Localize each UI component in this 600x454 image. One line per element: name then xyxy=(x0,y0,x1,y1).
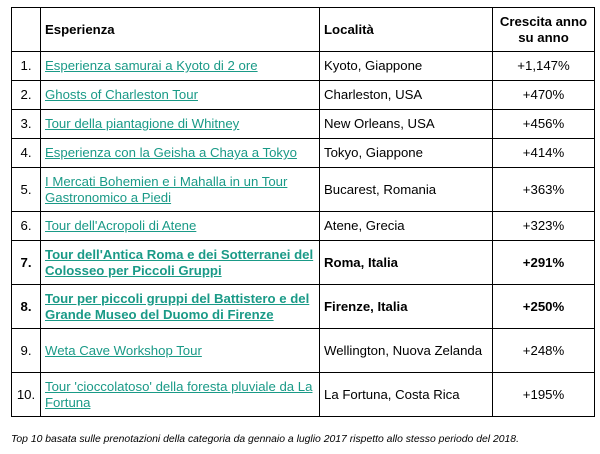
experience-link[interactable]: Ghosts of Charleston Tour xyxy=(45,87,198,102)
rank: 7. xyxy=(12,241,41,285)
location: Charleston, USA xyxy=(320,81,493,110)
experience-link[interactable]: Tour della piantagione di Whitney xyxy=(45,116,240,131)
location: New Orleans, USA xyxy=(320,110,493,139)
table-row xyxy=(12,139,595,168)
experience-link[interactable]: Tour per piccoli gruppi del Battistero e del Grande Museo del Duomo di Firenze xyxy=(45,290,310,322)
table-row xyxy=(12,285,595,329)
table-caption: Top 10 basata sulle prenotazioni della categoria da gennaio a luglio 2017 rispetto allo stesso periodo del 2018. xyxy=(11,434,519,445)
table-row xyxy=(12,373,595,417)
experience-link[interactable]: Tour dell'Antica Roma e dei Sotterranei del Colosseo per Piccoli Gruppi xyxy=(45,246,314,278)
rank: 6. xyxy=(12,212,41,241)
table-row xyxy=(12,168,595,212)
experiences-table xyxy=(11,7,595,417)
rank: 8. xyxy=(12,285,41,329)
header-row xyxy=(12,8,595,52)
growth-value: +291% xyxy=(493,241,595,285)
experience-link[interactable]: Esperienza con la Geisha a Chaya a Tokyo xyxy=(45,145,297,160)
location: Firenze, Italia xyxy=(320,285,493,329)
growth-value: +250% xyxy=(493,285,595,329)
location: Tokyo, Giappone xyxy=(320,139,493,168)
header-location: Località xyxy=(320,8,493,52)
location: Roma, Italia xyxy=(320,241,493,285)
rank: 5. xyxy=(12,168,41,212)
location: Wellington, Nuova Zelanda xyxy=(320,329,493,373)
table-row xyxy=(12,329,595,373)
table-row xyxy=(12,52,595,81)
location: Kyoto, Giappone xyxy=(320,52,493,81)
header-growth: Crescita anno su anno xyxy=(493,8,595,52)
rank: 3. xyxy=(12,110,41,139)
growth-value: +195% xyxy=(493,373,595,417)
growth-value: +363% xyxy=(493,168,595,212)
growth-value: +1,147% xyxy=(493,52,595,81)
experience-link[interactable]: Esperienza samurai a Kyoto di 2 ore xyxy=(45,58,258,73)
location: La Fortuna, Costa Rica xyxy=(320,373,493,417)
growth-value: +470% xyxy=(493,81,595,110)
growth-value: +414% xyxy=(493,139,595,168)
experience-link[interactable]: Tour dell'Acropoli di Atene xyxy=(45,218,197,233)
table-row xyxy=(12,241,595,285)
rank: 10. xyxy=(12,373,41,417)
experience-link[interactable]: Tour 'cioccolatoso' della foresta pluviale da La Fortuna xyxy=(45,378,313,410)
rank: 9. xyxy=(12,329,41,373)
experience-link[interactable]: Weta Cave Workshop Tour xyxy=(45,342,202,358)
table-row xyxy=(12,212,595,241)
rank: 1. xyxy=(12,52,41,81)
location: Atene, Grecia xyxy=(320,212,493,241)
header-experience: Esperienza xyxy=(41,8,320,52)
growth-value: +323% xyxy=(493,212,595,241)
rank: 2. xyxy=(12,81,41,110)
table-row xyxy=(12,110,595,139)
rank: 4. xyxy=(12,139,41,168)
growth-value: +456% xyxy=(493,110,595,139)
location: Bucarest, Romania xyxy=(320,168,493,212)
experience-link[interactable]: I Mercati Bohemien e i Mahalla in un Tour Gastronomico a Piedi xyxy=(45,173,288,205)
table-row xyxy=(12,81,595,110)
header-number xyxy=(12,8,41,52)
growth-value: +248% xyxy=(493,329,595,373)
